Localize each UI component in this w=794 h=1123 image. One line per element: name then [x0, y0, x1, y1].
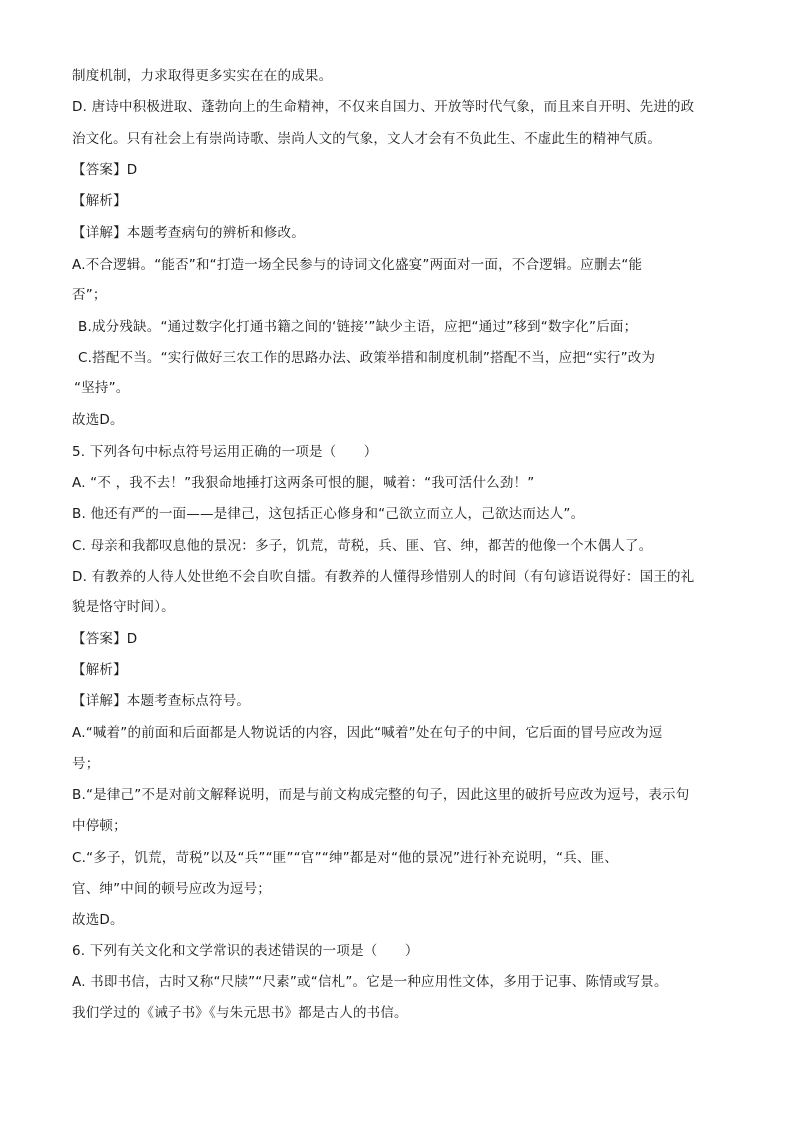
- question-title: 5. 下列各句中标点符号运用正确的一项是（ ）: [72, 444, 378, 460]
- question-title: 6. 下列有关文化和文学常识的表述错误的一项是（ ）: [72, 943, 419, 959]
- text-line: 故选D。: [72, 912, 124, 928]
- analysis-label: 【解析】: [72, 662, 127, 678]
- text-line: 号；: [72, 756, 100, 772]
- text-line: B.成分残缺。“通过数字化打通书籍之间的‘链接’”缺少主语，应把“通过”移到“数字化”后面；: [78, 319, 638, 335]
- text-line: 治文化。只有社会上有崇尚诗歌、崇尚人文的气象，文人才会有不负此生、不虚此生的精神气质。: [72, 131, 662, 147]
- detail-label: 【详解】本题考查标点符号。: [72, 693, 251, 709]
- answer-label: 【答案】D: [72, 631, 138, 647]
- option-c: C. 母亲和我都叹息他的景况：多子，饥荒，苛税，兵、匪、官、绅，都苦的他像一个木偶人了。: [72, 538, 653, 554]
- option-d: D. 有教养的人待人处世绝不会自吹自擂。有教养的人懂得珍惜别人的时间（有句谚语说得好：国王的礼: [72, 569, 695, 585]
- detail-label: 【详解】本题考查病句的辨析和修改。: [72, 225, 305, 241]
- answer-label: 【答案】D: [72, 162, 138, 178]
- text-line: A.不合逻辑。“能否”和“打造一场全民参与的诗词文化盛宴”两面对一面，不合逻辑。应删去“能: [72, 257, 643, 273]
- text-line: C.“多子，饥荒，苛税”以及“兵”“匪”“官”“绅”都是对“他的景况”进行补充说明，“兵、匪、: [72, 850, 619, 866]
- text-line: “坚持”。: [74, 380, 130, 396]
- option-a-cont: 我们学过的《诫子书》《与朱元思书》都是古人的书信。: [72, 1005, 408, 1021]
- text-line: A.“喊着”的前面和后面都是人物说话的内容，因此“喊着”处在句子的中间，它后面的冒号应改为逗: [72, 725, 663, 741]
- text-line: D. 唐诗中积极进取、蓬勃向上的生命精神，不仅来自国力、开放等时代气象，而且来自开明、先进的政: [72, 99, 695, 115]
- option-a: A. “不 ，我不去！”我狠命地捶打这两条可恨的腿，喊着：“我可活什么劲！”: [72, 475, 535, 491]
- text-line: B.“是律己”不是对前文解释说明，而是与前文构成完整的句子，因此这里的破折号应改为逗号，表示句: [72, 787, 690, 803]
- text-line: 制度机制，力求取得更多实实在在的成果。: [72, 68, 333, 84]
- text-line: C.搭配不当。“实行做好三农工作的思路办法、政策举措和制度机制”搭配不当，应把“实行”改为: [78, 350, 656, 366]
- analysis-label: 【解析】: [72, 193, 127, 209]
- text-line: 故选D。: [72, 412, 124, 428]
- text-line: 否”；: [72, 287, 107, 303]
- option-a: A. 书即书信，古时又称“尺牍”“尺素”或“信札”。它是一种应用性文体，多用于记事、陈情或写景。: [72, 974, 668, 990]
- text-line: 中停顿；: [72, 818, 127, 834]
- option-d-cont: 貌是恪守时间）。: [72, 599, 175, 615]
- text-line: 官、绅”中间的顿号应改为逗号；: [72, 881, 271, 897]
- option-b: B. 他还有严的一面——是律己，这包括正心修身和“己欲立而立人，己欲达而达人”。: [72, 506, 585, 522]
